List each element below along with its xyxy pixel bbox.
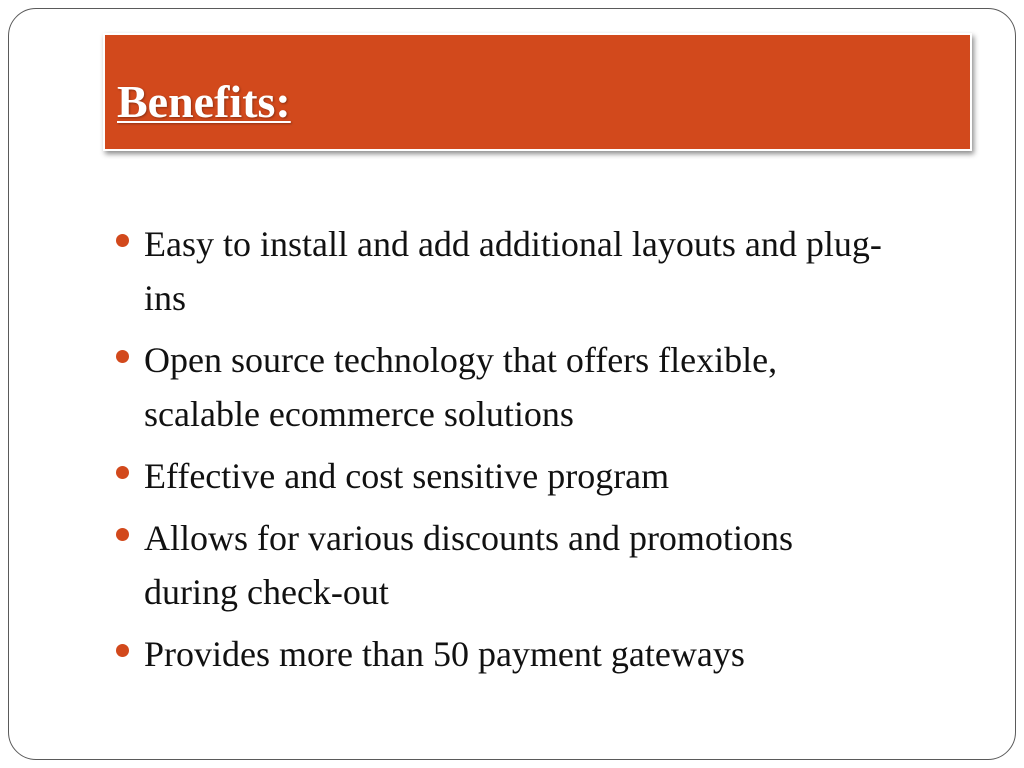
bullet-dot-icon (116, 644, 129, 657)
bullet-dot-icon (116, 234, 129, 247)
bullet-item (112, 333, 892, 441)
bullet-text: Effective and cost sensitive program (144, 456, 670, 496)
bullet-dot-icon (116, 528, 129, 541)
bullet-item (112, 449, 892, 503)
bullet-list (112, 217, 892, 689)
bullet-dot-icon (116, 466, 129, 479)
bullet-item (112, 627, 892, 681)
title-banner (103, 33, 972, 151)
bullet-text: Provides more than 50 payment gateways (144, 634, 745, 674)
bullet-text: Allows for various discounts and promotions during check-out (144, 518, 793, 612)
bullet-text: Easy to install and add additional layouts and plug-ins (144, 224, 882, 318)
bullet-item (112, 511, 892, 619)
bullet-item (112, 217, 892, 325)
slide-title: Benefits: (117, 76, 291, 127)
bullet-text: Open source technology that offers flexible, scalable ecommerce solutions (144, 340, 778, 434)
bullet-dot-icon (116, 350, 129, 363)
